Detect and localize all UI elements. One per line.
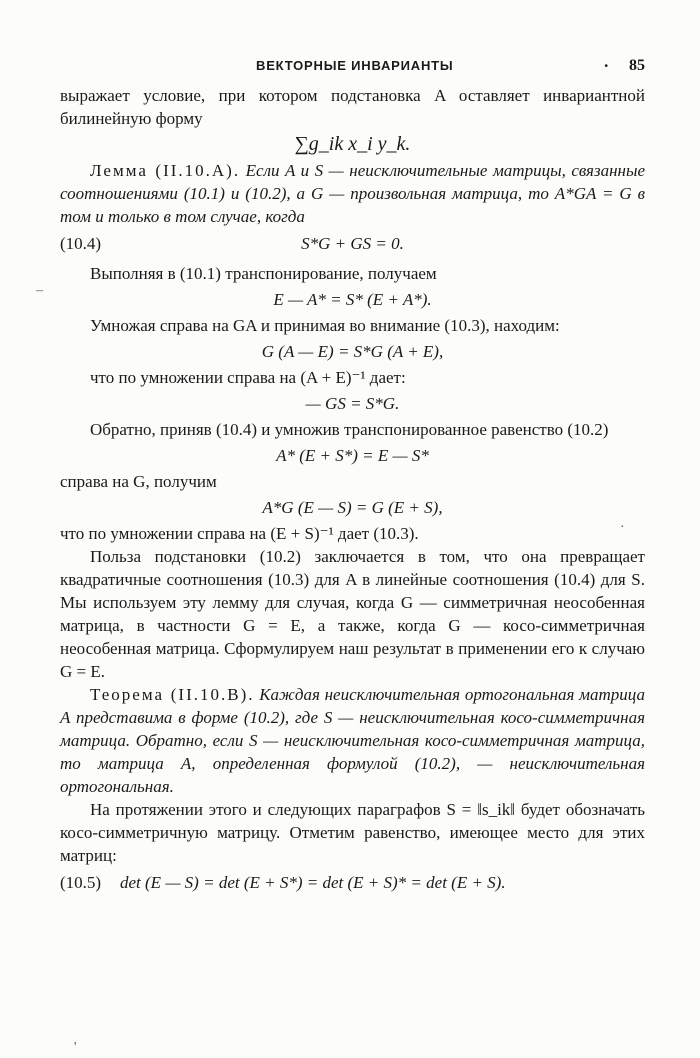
bottom-mark: ' — [74, 1040, 77, 1055]
formula-2: G (A — E) = S*G (A + E), — [261, 342, 444, 361]
equation-number: (10.4) — [60, 234, 102, 253]
paragraph-notation: На протяжении этого и следующих параграфов S = ‖s_ik‖ будет обозначать косо-симметричную матрицу. Отметим равенство, имеющее место для этих матриц: — [60, 800, 645, 865]
paragraph-inverse: что по умножении справа на (A + E)⁻¹ дает: — [90, 368, 406, 387]
paragraph-gives: что по умножении справа на (E + S)⁻¹ дает (10.3). — [60, 524, 419, 543]
formula-bilinear-form: ∑g_ik x_i y_k. — [294, 133, 411, 155]
paragraph-intro: выражает условие, при котором подстановка A оставляет инвариантной билинейную форму — [60, 86, 645, 128]
paragraph-right-g: справа на G, получим — [60, 472, 217, 491]
lemma-label: Лемма (II.10.A). — [90, 161, 241, 180]
lemma-paragraph — [60, 159, 645, 228]
theorem-paragraph — [60, 683, 645, 798]
lemma-statement: Если A и S — неисключительные матрицы, связанные соотношениями (10.1) и (10.2), а G — произвольная матрица, то A*GA = G в том и только в том случае, когда — [60, 161, 646, 226]
paragraph-converse: Обратно, приняв (10.4) и умножив транспонированное равенство (10.2) — [90, 420, 609, 439]
paragraph-multiply: Умножая справа на GA и принимая во внимание (10.3), находим: — [90, 316, 560, 335]
formula-5: A*G (E — S) = G (E + S), — [262, 498, 443, 517]
header-dot: · — [603, 56, 609, 75]
theorem-label: Теорема (II.10.B). — [90, 685, 255, 704]
paragraph-usefulness: Польза подстановки (10.2) заключается в том, что она превращает квадратичные соотношения (10.3) для A в линейные соотношения (10.4) для S. Мы используем эту лемму для случая, когда G — симметричная неособенная матрица, в частности G = E, а также, когда G — косо-симметричная неособенная матрица. Сформулируем наш результат в применении его к случаю G = E. — [60, 547, 645, 681]
page-number: 85 — [629, 57, 645, 74]
margin-mark: – — [36, 283, 43, 298]
equation-10-4 — [60, 232, 645, 258]
theorem-statement: Каждая неисключительная ортогональная матрица A представима в форме (10.2), где S — неисключительная косо-симметричная матрица. Обратно, если S — неисключительная косо-симметричная матрица, то матрица A, определенная формулой (10.2), — неисключительная ортогональная. — [60, 685, 646, 796]
equation-10-5 — [60, 871, 645, 897]
formula-4: A* (E + S*) = E — S* — [276, 446, 429, 465]
equation-body-10-5: det (E — S) = det (E + S*) = det (E + S)* = det (E + S). — [120, 873, 506, 892]
page-header — [60, 48, 645, 78]
formula-1: E — A* = S* (E + A*). — [273, 290, 432, 309]
equation-number-10-5: (10.5) — [60, 873, 102, 892]
equation-body: S*G + GS = 0. — [301, 234, 404, 253]
paragraph-transpose: Выполняя в (10.1) транспонирование, получаем — [90, 264, 437, 283]
book-page — [60, 48, 645, 901]
margin-dot: · — [620, 520, 625, 535]
running-title: ВЕКТОРНЫЕ ИНВАРИАНТЫ — [256, 58, 454, 73]
formula-3: — GS = S*G. — [305, 394, 400, 413]
